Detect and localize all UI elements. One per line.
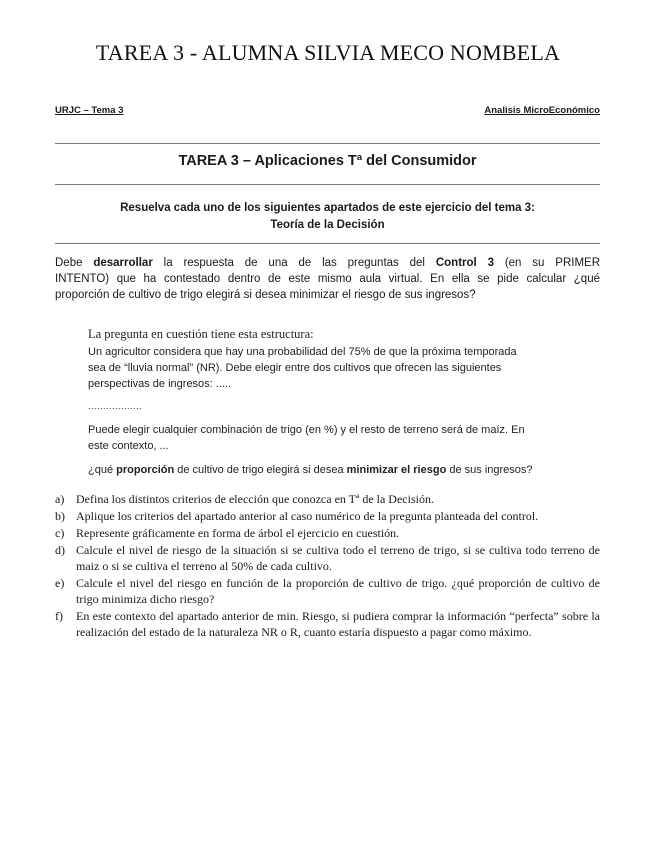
task-item — [55, 508, 600, 524]
task-letter: a) — [55, 492, 65, 506]
task-item — [55, 542, 600, 574]
section-title: TAREA 3 – Aplicaciones Tª del Consumidor — [178, 153, 477, 169]
task-letter: b) — [55, 509, 65, 523]
intro-emphasis: Control 3 — [435, 257, 494, 269]
intro-paragraph — [55, 255, 600, 303]
quote-question — [88, 462, 588, 478]
intro-text: (en su PRIMER — [493, 257, 600, 269]
task-letter: f) — [55, 609, 63, 623]
quote-emphasis: proporción — [116, 464, 175, 476]
task-letter: e) — [55, 576, 65, 590]
intro-text: Debe — [55, 257, 94, 269]
divider-bottom — [55, 243, 600, 244]
quote-text: de sus ingresos? — [446, 464, 533, 476]
task-item — [55, 491, 600, 507]
intro-line-3: proporción de cultivo de trigo elegirá si desea minimizar el riesgo de sus ingresos? — [55, 289, 476, 301]
instructions-line-2: Teoría de la Decisión — [270, 219, 385, 231]
task-text: Aplique los criterios del apartado anterior al caso numérico de la pregunta planteada del control. — [76, 509, 539, 523]
task-text: Represente gráficamente en forma de árbol el ejercicio en cuestión. — [76, 526, 400, 540]
intro-text: la respuesta de una de las preguntas del — [152, 257, 436, 269]
task-text: Calcule el nivel de riesgo de la situación si se cultiva todo el terreno de trigo, si se cultiva todo terreno de maiz o si se cultiva el terreno al 50% de cada cultivo. — [76, 543, 600, 573]
task-text: Defina los distintos criterios de elección que conozca en Tª de la Decisión. — [76, 492, 434, 506]
task-text: Calcule el nivel del riesgo en función de la proporción de cultivo de trigo. ¿qué proporción de cultivo de trigo minimiza dicho riesgo? — [76, 576, 600, 606]
quote-ellipsis: .................. — [88, 401, 143, 411]
instructions — [55, 200, 600, 234]
quote-heading: La pregunta en cuestión tiene esta estructura: — [88, 327, 314, 341]
header-course: URJC – Tema 3 — [55, 105, 124, 116]
task-letter: d) — [55, 543, 65, 557]
header-subject: Analisis MicroEconómico — [484, 105, 600, 116]
task-item — [55, 525, 600, 541]
page-header — [55, 105, 600, 119]
divider-middle — [55, 184, 600, 185]
quote-line: este contexto, ... — [88, 440, 169, 452]
intro-line-1 — [55, 255, 600, 271]
task-letter: c) — [55, 526, 65, 540]
divider-top — [55, 143, 600, 144]
question-quote — [88, 326, 588, 478]
task-item — [55, 575, 600, 607]
document-main-title: TAREA 3 - ALUMNA SILVIA MECO NOMBELA — [95, 40, 561, 65]
quote-line: Puede elegir cualquier combinación de trigo (en %) y el resto de terreno será de maíz. En — [88, 424, 525, 436]
intro-emphasis: desarrollar — [93, 257, 153, 269]
quote-text: de cultivo de trigo elegirá si desea — [174, 464, 347, 476]
intro-line-2: INTENTO) que ha contestado dentro de este mismo aula virtual. En ella se pide calcular ¿qué — [55, 273, 600, 285]
quote-emphasis: minimizar el riesgo — [346, 464, 447, 476]
task-list — [55, 491, 600, 641]
instructions-line-1: Resuelva cada uno de los siguientes apartados de este ejercicio del tema 3: — [120, 202, 535, 214]
quote-line: Un agricultor considera que hay una probabilidad del 75% de que la próxima temporada — [88, 346, 517, 358]
task-item — [55, 608, 600, 640]
quote-line: perspectivas de ingresos: ..... — [88, 378, 232, 390]
quote-text: ¿qué — [88, 464, 117, 476]
quote-line: sea de “lluvia normal” (NR). Debe elegir entre dos cultivos que ofrecen las siguientes — [88, 362, 502, 374]
task-text: En este contexto del apartado anterior de min. Riesgo, si pudiera comprar la información “perfecta” sobre la realización del estado de la naturaleza NR o R, cuanto estaría dispuesto a pagar como máximo. — [76, 609, 600, 639]
